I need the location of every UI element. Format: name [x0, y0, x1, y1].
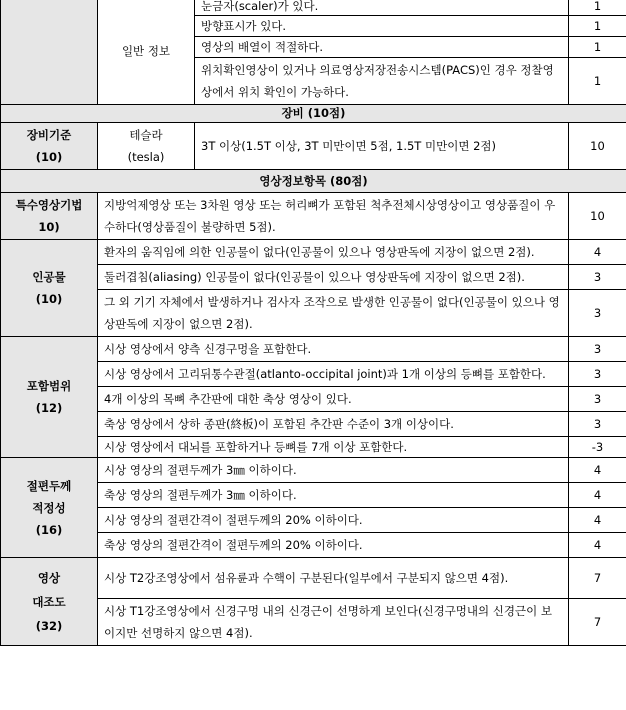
coverage-item-text: 축상 영상에서 상하 종판(終板)이 포함된 추간판 수준이 3개 이상이다. [98, 412, 569, 437]
thickness-item-score: 4 [569, 483, 626, 508]
thickness-item-text: 시상 영상의 절편두께가 3㎜ 이하이다. [98, 458, 569, 483]
artifact-item-text: 둘러겹침(aliasing) 인공물이 없다(인공물이 있으나 영상판독에 지장이 없으면 2점). [98, 265, 569, 290]
equipment-sub-line2: (tesla) [127, 150, 165, 164]
equipment-sub-line1: 테슬라 [129, 128, 163, 142]
contrast-item-text: 시상 T1강조영상에서 신경구멍 내의 신경근이 선명하게 보인다(신경구멍내의 신경근이 보이지만 선명하지 않으면 4점). [98, 599, 569, 646]
artifact-item-score: 3 [569, 290, 626, 337]
equipment-category-name: 장비기준 [26, 128, 72, 142]
general-empty-cell [1, 0, 98, 105]
contrast-item-score: 7 [569, 599, 626, 646]
general-item-text: 영상의 배열이 적절하다. [195, 37, 569, 58]
coverage-item-text: 시상 영상에서 고리뒤통수관절(atlanto-occipital joint)과 1개 이상의 등뼈를 포함한다. [98, 362, 569, 387]
thickness-category-points: (16) [35, 522, 63, 537]
artifact-category [1, 240, 98, 337]
artifact-item-text: 환자의 움직임에 의한 인공물이 없다(인공물이 있으나 영상판독에 지장이 없으면 2점). [98, 240, 569, 265]
coverage-item-score: -3 [569, 437, 626, 458]
image-info-section-header: 영상정보항목 (80점) [1, 170, 626, 193]
general-item-text: 방향표시가 있다. [195, 16, 569, 37]
special-category-name: 특수영상기법 [15, 198, 83, 212]
artifact-item-score: 4 [569, 240, 626, 265]
equipment-score: 10 [569, 123, 626, 170]
contrast-item-score: 7 [569, 558, 626, 599]
coverage-item-text: 시상 영상에서 양측 신경구멍을 포함한다. [98, 337, 569, 362]
thickness-item-text: 축상 영상의 절편간격이 절편두께의 20% 이하이다. [98, 533, 569, 558]
artifact-item-text: 그 외 기기 자체에서 발생하거나 검사자 조작으로 발생한 인공물이 없다(인공물이 있으나 영상판독에 지장이 없으면 2점). [98, 290, 569, 337]
coverage-item-text: 시상 영상에서 대뇌를 포함하거나 등뼈를 7개 이상 포함한다. [98, 437, 569, 458]
coverage-item-text: 4개 이상의 목뼈 추간판에 대한 축상 영상이 있다. [98, 387, 569, 412]
equipment-row [1, 123, 626, 170]
general-row [1, 0, 626, 16]
coverage-item-score: 3 [569, 412, 626, 437]
thickness-item-score: 4 [569, 508, 626, 533]
contrast-category-name-line2: 대조도 [32, 594, 66, 609]
coverage-category-name: 포함범위 [26, 379, 72, 393]
general-item-score: 1 [569, 58, 626, 105]
coverage-item-score: 3 [569, 362, 626, 387]
special-row [1, 193, 626, 240]
artifact-category-points: (10) [35, 292, 63, 306]
general-item-score: 1 [569, 37, 626, 58]
general-item-score: 1 [569, 16, 626, 37]
contrast-category-name-line1: 영상 [37, 570, 61, 585]
artifact-row [1, 240, 626, 265]
general-label: 일반 정보 [98, 0, 195, 105]
equipment-section-header: 장비 (10점) [1, 105, 626, 123]
equipment-sub [98, 123, 195, 170]
special-text: 지방억제영상 또는 3차원 영상 또는 허리뼈가 포함된 척추전체시상영상이고 영상품질이 우수하다(영상품질이 불량하면 5점). [98, 193, 569, 240]
special-score: 10 [569, 193, 626, 240]
coverage-category-points: (12) [35, 401, 63, 415]
thickness-item-text: 시상 영상의 절편간격이 절편두께의 20% 이하이다. [98, 508, 569, 533]
thickness-item-score: 4 [569, 533, 626, 558]
thickness-item-score: 4 [569, 458, 626, 483]
general-item-score: 1 [569, 0, 626, 16]
thickness-category-name-line1: 절편두께 [26, 478, 72, 493]
artifact-item-score: 3 [569, 265, 626, 290]
equipment-header-row [1, 105, 626, 123]
special-category [1, 193, 98, 240]
image-info-header-row [1, 170, 626, 193]
equipment-text: 3T 이상(1.5T 이상, 3T 미만이면 5점, 1.5T 미만이면 2점) [195, 123, 569, 170]
general-item-text: 눈금자(scaler)가 있다. [195, 0, 569, 16]
equipment-category-points: (10) [35, 150, 63, 164]
coverage-row [1, 337, 626, 362]
equipment-category [1, 123, 98, 170]
artifact-category-name: 인공물 [32, 270, 66, 284]
contrast-category [1, 558, 98, 646]
coverage-item-score: 3 [569, 387, 626, 412]
coverage-item-score: 3 [569, 337, 626, 362]
contrast-item-text: 시상 T2강조영상에서 섬유륜과 수핵이 구분된다(일부에서 구분되지 않으면 4점). [98, 558, 569, 599]
special-category-points: 10) [38, 220, 60, 234]
contrast-row [1, 558, 626, 599]
thickness-row [1, 458, 626, 483]
contrast-category-points: (32) [35, 618, 63, 633]
coverage-category [1, 337, 98, 458]
thickness-category-name-line2: 적정성 [32, 500, 66, 515]
thickness-category [1, 458, 98, 558]
general-item-text: 위치확인영상이 있거나 의료영상저장전송시스템(PACS)인 경우 정찰영상에서 위치 확인이 가능하다. [195, 58, 569, 105]
thickness-item-text: 축상 영상의 절편두께가 3㎜ 이하이다. [98, 483, 569, 508]
